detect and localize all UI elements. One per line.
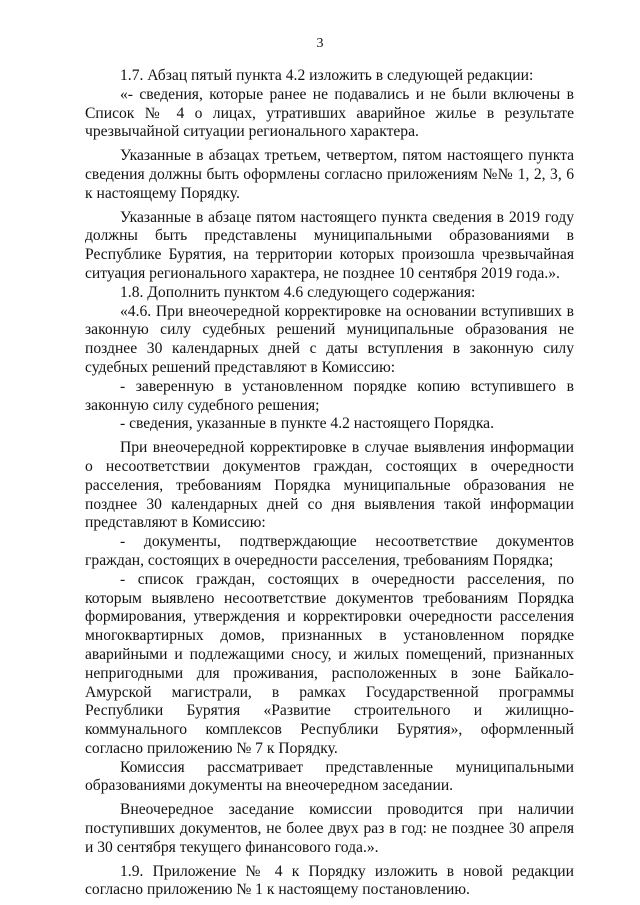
paragraph-1-9: 1.9. Приложение № 4 к Порядку изложить в новой редакции согласно приложению № 1 к настоящему постановлению.	[85, 862, 574, 899]
page-number: 3	[316, 36, 324, 51]
paragraph-1-7-forms: Указанные в абзацах третьем, четвертом, пятом настоящего пункта сведения должны быть оформлены согласно приложениям №№ 1, 2, 3, 6 к настоящему Порядку.	[85, 147, 574, 202]
list-item-info-4-2: - сведения, указанные в пункте 4.2 настоящего Порядка.	[120, 415, 495, 433]
paragraph-1-7-heading: 1.7. Абзац пятый пункта 4.2 изложить в следующей редакции:	[120, 67, 534, 84]
paragraph-1-7-text: «- сведения, которые ранее не подавались и не были включены в Список № 4 о лицах, утративших аварийное жилье в результате чрезвычайной ситуации регионального характера.	[85, 85, 574, 141]
paragraph-mismatch-intro: При внеочередной корректировке в случае выявления информации о несоответствии документов граждан, состоящих в очередности расселения, требованиям Порядка муниципальные образования не позднее 30 календарных дней со дня выявления такой информации представляют в Комиссию:	[85, 439, 574, 532]
paragraph-commission: Комиссия рассматривает представленные муниципальными образованиями документы на внеочередном заседании.	[85, 758, 574, 795]
list-item-mismatch-documents: - документы, подтверждающие несоответствие документов граждан, состоящих в очередности расселения, требованиям Порядка;	[85, 533, 574, 569]
document-body	[85, 67, 574, 900]
paragraph-1-7-deadline: Указанные в абзаце пятом настоящего пункта сведения в 2019 году должны быть представлены муниципальными образованиями в Республике Бурятия, на территории которых произошла чрезвычайная ситуация регионального характера, не позднее 10 сентября 2019 года.».	[85, 208, 574, 282]
paragraph-extra-meeting: Внеочередное заседание комиссии проводится при наличии поступивших документов, не более двух раз в год: не позднее 30 апреля и 30 сентября текущего финансового года.».	[85, 801, 574, 856]
paragraph-1-8-heading: 1.8. Дополнить пунктом 4.6 следующего содержания:	[120, 283, 476, 301]
paragraph-4-6-intro: «4.6. При внеочередной корректировке на основании вступивших в законную силу судебных решений муниципальные образования не позднее 30 календарных дней с даты вступления в законную силу судебных решений представляют в Комиссию:	[85, 302, 574, 376]
list-item-citizens-list: - список граждан, состоящих в очередности расселения, по которым выявлено несоответствие документов требованиям Порядка формирования, утверждения и корректировки очередности расселения многоквартирных домов, признанных в установленном порядке аварийными и подлежащими сносу, и жилых помещений, признанных непригодными для проживания, расположенных в зоне Байкало-Амурской магистрали, в рамках Государственной программы Республики Бурятия «Развитие строительного и жилищно-коммунального комплексов Республики Бурятия», оформленный согласно приложению № 7 к Порядку.	[85, 570, 574, 757]
list-item-court-copy: - заверенную в установленном порядке копию вступившего в законную силу судебного решения;	[85, 377, 574, 414]
